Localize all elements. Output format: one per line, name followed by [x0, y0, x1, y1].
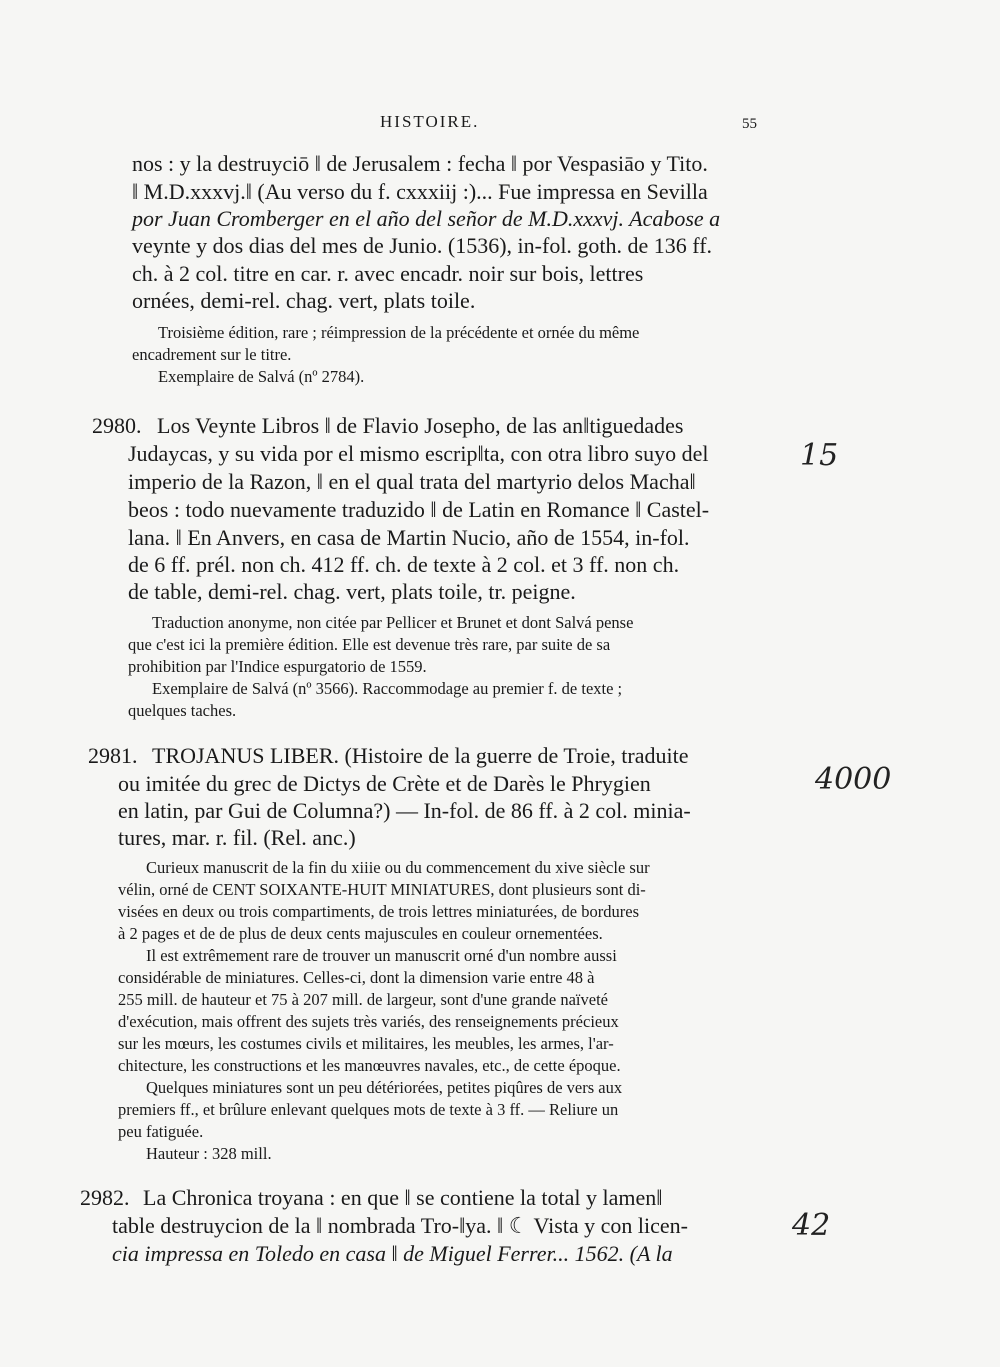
page-number: 55: [742, 116, 757, 132]
entry-line: tures, mar. r. fil. (Rel. anc.): [118, 825, 356, 850]
entry-line: ou imitée du grec de Dictys de Crète et de Darès le Phrygien: [118, 771, 651, 796]
note-line: Curieux manuscrit de la fin du xiiie ou du commencement du xive siècle sur: [146, 858, 650, 877]
note-line: que c'est ici la première édition. Elle est devenue très rare, par suite de sa: [128, 635, 611, 654]
note-line: vélin, orné de CENT SOIXANTE-HUIT MINIATURES, dont plusieurs sont di-: [118, 880, 646, 899]
entry-line: de 6 ff. prél. non ch. 412 ff. ch. de texte à 2 col. et 3 ff. non ch.: [128, 552, 680, 577]
price-annotation: 42: [792, 1208, 831, 1243]
entry-line: por Juan Cromberger en el año del señor de M.D.xxxvj. Acabose a: [132, 206, 721, 231]
entry-line: Judaycas, y su vida por el mismo escrip‖ta, con otra libro suyo del: [128, 441, 709, 466]
note-line: considérable de miniatures. Celles-ci, dont la dimension varie entre 48 à: [118, 968, 595, 987]
note-line: chitecture, les constructions et les manœuvres navales, etc., de cette époque.: [118, 1056, 621, 1075]
price-annotation: 4000: [815, 762, 892, 797]
note-line: Il est extrêmement rare de trouver un manuscrit orné d'un nombre aussi: [146, 946, 617, 965]
entry-line: ch. à 2 col. titre en car. r. avec encadr. noir sur bois, lettres: [132, 261, 644, 286]
entry-line: table destruycion de la ‖ nombrada Tro-‖ya. ‖ ☾ Vista y con licen-: [112, 1213, 689, 1238]
note-line: Exemplaire de Salvá (nº 2784).: [158, 367, 365, 386]
note-line: 255 mill. de hauteur et 75 à 207 mill. de largeur, sont d'une grande naïveté: [118, 990, 608, 1009]
note-line: d'exécution, mais offrent des sujets très variés, des renseignements précieux: [118, 1012, 619, 1031]
entry-number: 2980.: [92, 413, 142, 438]
note-line: Traduction anonyme, non citée par Pellicer et Brunet et dont Salvá pense: [152, 613, 634, 632]
entry-line: cia impressa en Toledo en casa ‖ de Miguel Ferrer... 1562. (A la: [112, 1241, 673, 1266]
note-line: visées en deux ou trois compartiments, de trois lettres miniaturées, de bordures: [118, 902, 639, 921]
entry-line: ‖ M.D.xxxvj.‖ (Au verso du f. cxxxiij :)... Fue impressa en Sevilla: [132, 179, 708, 204]
entry-line: de table, demi-rel. chag. vert, plats toile, tr. peigne.: [128, 579, 576, 604]
entry-line: lana. ‖ En Anvers, en casa de Martin Nucio, año de 1554, in-fol.: [128, 525, 690, 550]
note-line: encadrement sur le titre.: [132, 345, 292, 364]
entry-line: veynte y dos dias del mes de Junio. (1536), in-fol. goth. de 136 ff.: [132, 233, 713, 258]
note-line: Exemplaire de Salvá (nº 3566). Raccommodage au premier f. de texte ;: [152, 679, 623, 698]
entry-line: La Chronica troyana : en que ‖ se contiene la total y lamen‖: [143, 1185, 663, 1210]
entry-line: TROJANUS LIBER. (Histoire de la guerre de Troie, traduite: [152, 743, 689, 768]
note-line: Hauteur : 328 mill.: [146, 1144, 272, 1163]
running-title: HISTOIRE.: [380, 112, 480, 131]
entry-line: ornées, demi-rel. chag. vert, plats toile.: [132, 288, 476, 313]
note-line: Troisième édition, rare ; réimpression de la précédente et ornée du même: [158, 323, 640, 342]
price-annotation: 15: [800, 438, 839, 473]
entry-line: en latin, par Gui de Columna?) — In-fol. de 86 ff. à 2 col. minia-: [118, 798, 691, 823]
entry-line: Los Veynte Libros ‖ de Flavio Josepho, de las an‖tiguedades: [157, 413, 684, 438]
note-line: quelques taches.: [128, 701, 237, 720]
entry-line: nos : y la destruyciō ‖ de Jerusalem : fecha ‖ por Vespasiāo y Tito.: [132, 151, 708, 176]
note-line: Quelques miniatures sont un peu détériorées, petites piqûres de vers aux: [146, 1078, 623, 1097]
entry-number: 2982.: [80, 1185, 130, 1210]
note-line: prohibition par l'Indice espurgatorio de 1559.: [128, 657, 427, 676]
entry-line: imperio de la Razon, ‖ en el qual trata del martyrio delos Macha‖: [128, 469, 696, 494]
entry-number: 2981.: [88, 743, 138, 768]
note-line: premiers ff., et brûlure enlevant quelques mots de texte à 3 ff. — Reliure un: [118, 1100, 619, 1119]
note-line: peu fatiguée.: [118, 1122, 204, 1141]
entry-line: beos : todo nuevamente traduzido ‖ de Latin en Romance ‖ Castel-: [128, 497, 710, 522]
note-line: à 2 pages et de de plus de deux cents majuscules en couleur ornementées.: [118, 924, 603, 943]
note-line: sur les mœurs, les costumes civils et militaires, les meubles, les armes, l'ar-: [118, 1034, 614, 1053]
